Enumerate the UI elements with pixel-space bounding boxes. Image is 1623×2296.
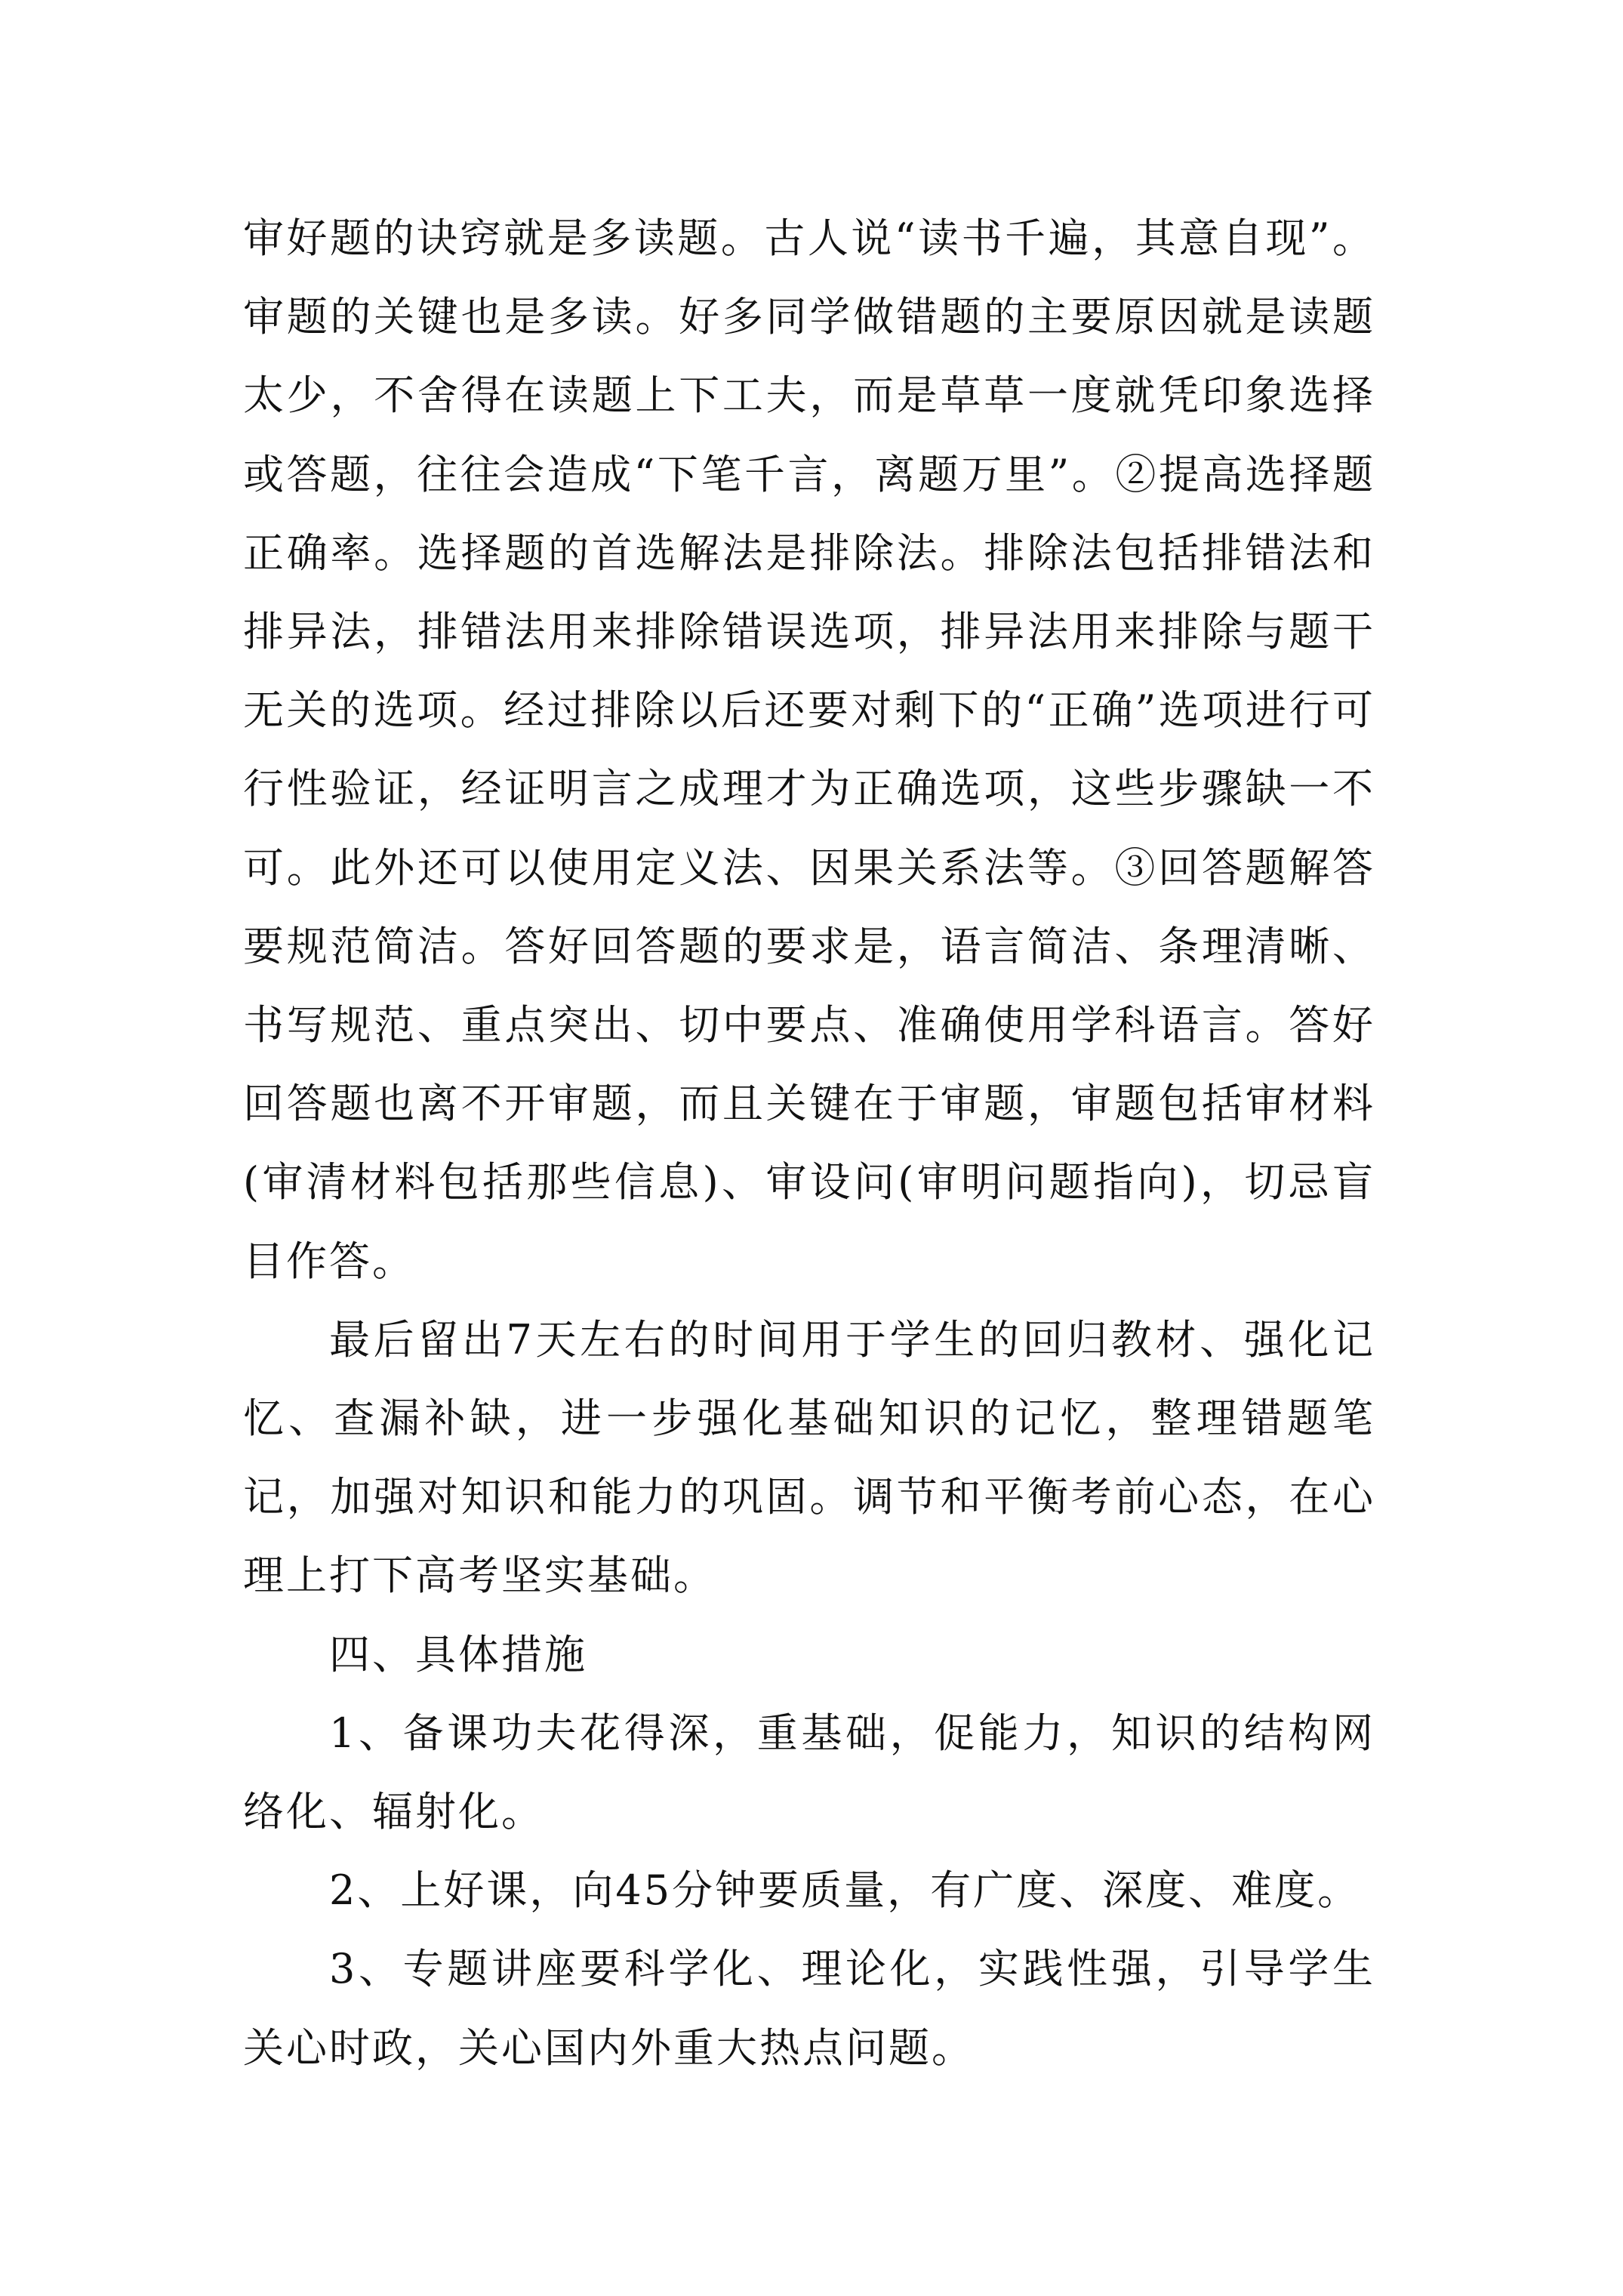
section-heading-measures: 四、具体措施 [329,1630,587,1678]
list-item-3: 3、专题讲座要科学化、理论化，实践性强，引导学生关心时政，关心国内外重大热点问题。 [243,1945,1375,2072]
paragraph-exam-tips: 审好题的诀窍就是多读题。古人说“读书千遍，其意自现”。审题的关键也是多读。好多同学做错题的主要原因就是读题太少，不舍得在读题上下工夫，而是草草一度就凭印象选择或答题，往往会造成“下笔千言，离题万里”。②提高选择题正确率。选择题的首选解法是排除法。排除法包括排错法和排异法，排错法用来排除错误选项，排异法用来排除与题干无关的选项。经过排除以后还要对剩下的“正确”选项进行可行性验证，经证明言之成理才为正确选项，这些步骤缺一不可。此外还可以使用定义法、因果关系法等。③回答题解答要规范简洁。答好回答题的要求是，语言简洁、条理清晰、书写规范、重点突出、切中要点、准确使用学科语言。答好回答题也离不开审题，而且关键在于审题，审题包括审材料(审清材料包括那些信息)、审设问(审明问题指向)，切忌盲目作答。 [243,214,1375,1285]
paragraph-final-review: 最后留出7天左右的时间用于学生的回归教材、强化记忆、查漏补缺，进一步强化基础知识的记忆，整理错题笔记，加强对知识和能力的巩固。调节和平衡考前心态，在心理上打下高考坚实基础。 [243,1315,1375,1600]
list-item-2: 2、上好课，向45分钟要质量，有广度、深度、难度。 [329,1866,1361,1915]
list-item-1: 1、备课功夫花得深，重基础，促能力，知识的结构网络化、辐射化。 [243,1709,1375,1836]
body-text [243,199,1375,2088]
